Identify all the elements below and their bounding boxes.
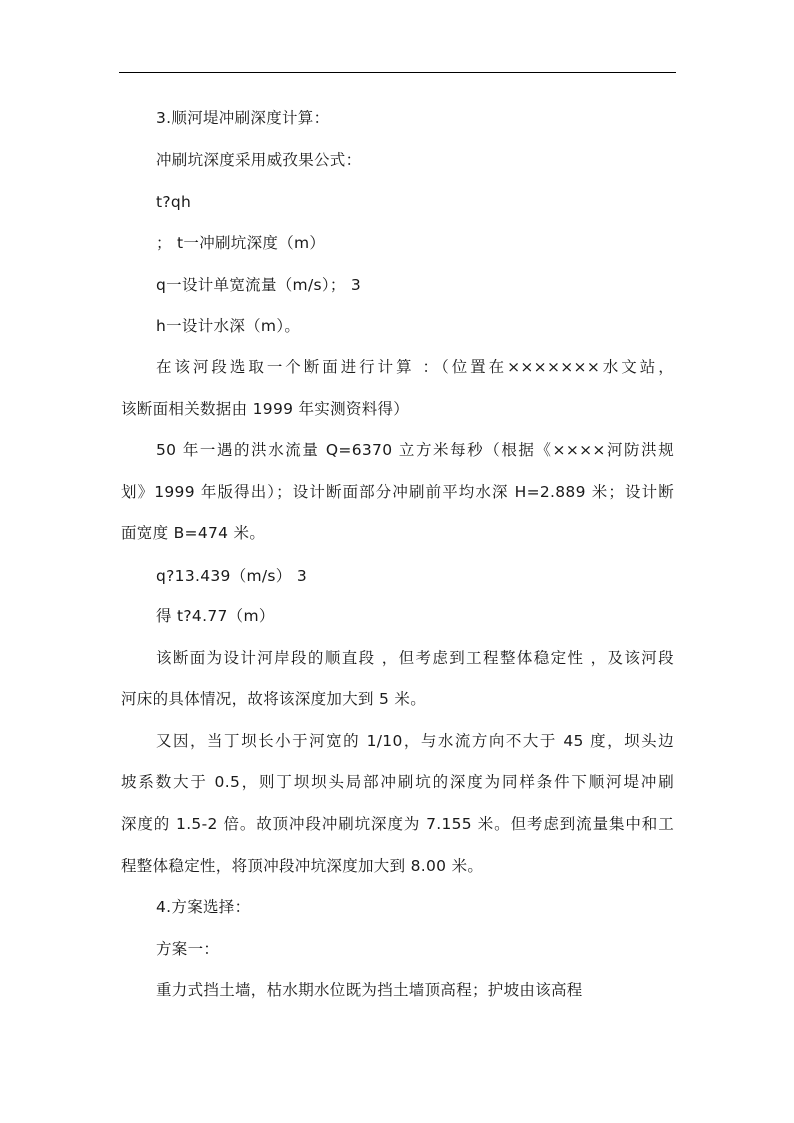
formula-variable-q: q一设计单宽流量（m/s）； 3 [156,276,362,294]
paragraph-line: 重力式挡土墙，枯水期水位既为挡土墙顶高程；护坡由该高程 [156,981,583,999]
section-heading-scheme-selection: 4.方案选择： [156,898,251,916]
result-q: q?13.439（m/s） 3 [156,567,307,585]
header-rule [119,72,676,73]
formula-expression: t?qh [156,193,192,211]
paragraph-line: 又因，当丁坝长小于河宽的 1/10，与水流方向不大于 45 度，坝头边 [156,732,674,750]
paragraph-line: 划》1999 年版得出）；设计断面部分冲刷前平均水深 H=2.889 米；设计断 [121,483,674,501]
formula-variable-t: ； t一冲刷坑深度（m） [156,234,326,252]
result-t: 得 t?4.77（m） [156,607,275,625]
paragraph-line: 河床的具体情况，故将该深度加大到 5 米。 [121,690,427,708]
paragraph-line: 面宽度 B=474 米。 [121,524,266,542]
paragraph-line: 50 年一遇的洪水流量 Q=6370 立方米每秒（根据《××××河防洪规 [156,441,674,459]
scheme-one-heading: 方案一： [156,940,220,958]
paragraph-line: 深度的 1.5-2 倍。故顶冲段冲刷坑深度为 7.155 米。但考虑到流量集中和工 [121,815,674,833]
formula-variable-h: h一设计水深（m）。 [156,317,301,335]
paragraph-line: 坡系数大于 0.5，则丁坝坝头局部冲刷坑的深度为同样条件下顺河堤冲刷 [121,773,674,791]
formula-intro: 冲刷坑深度采用威孜果公式： [156,151,362,169]
paragraph-line: 该断面为设计河岸段的顺直段 ，但考虑到工程整体稳定性 ，及该河段 [156,649,674,667]
paragraph-line: 该断面相关数据由 1999 年实测资料得） [121,400,410,418]
paragraph-line: 程整体稳定性，将顶冲段冲坑深度加大到 8.00 米。 [121,857,484,875]
section-heading-scour-depth: 3.顺河堤冲刷深度计算： [156,109,330,127]
paragraph-line: 在该河段选取一个断面进行计算 ：（位置在×××××××水文站， [156,358,674,376]
